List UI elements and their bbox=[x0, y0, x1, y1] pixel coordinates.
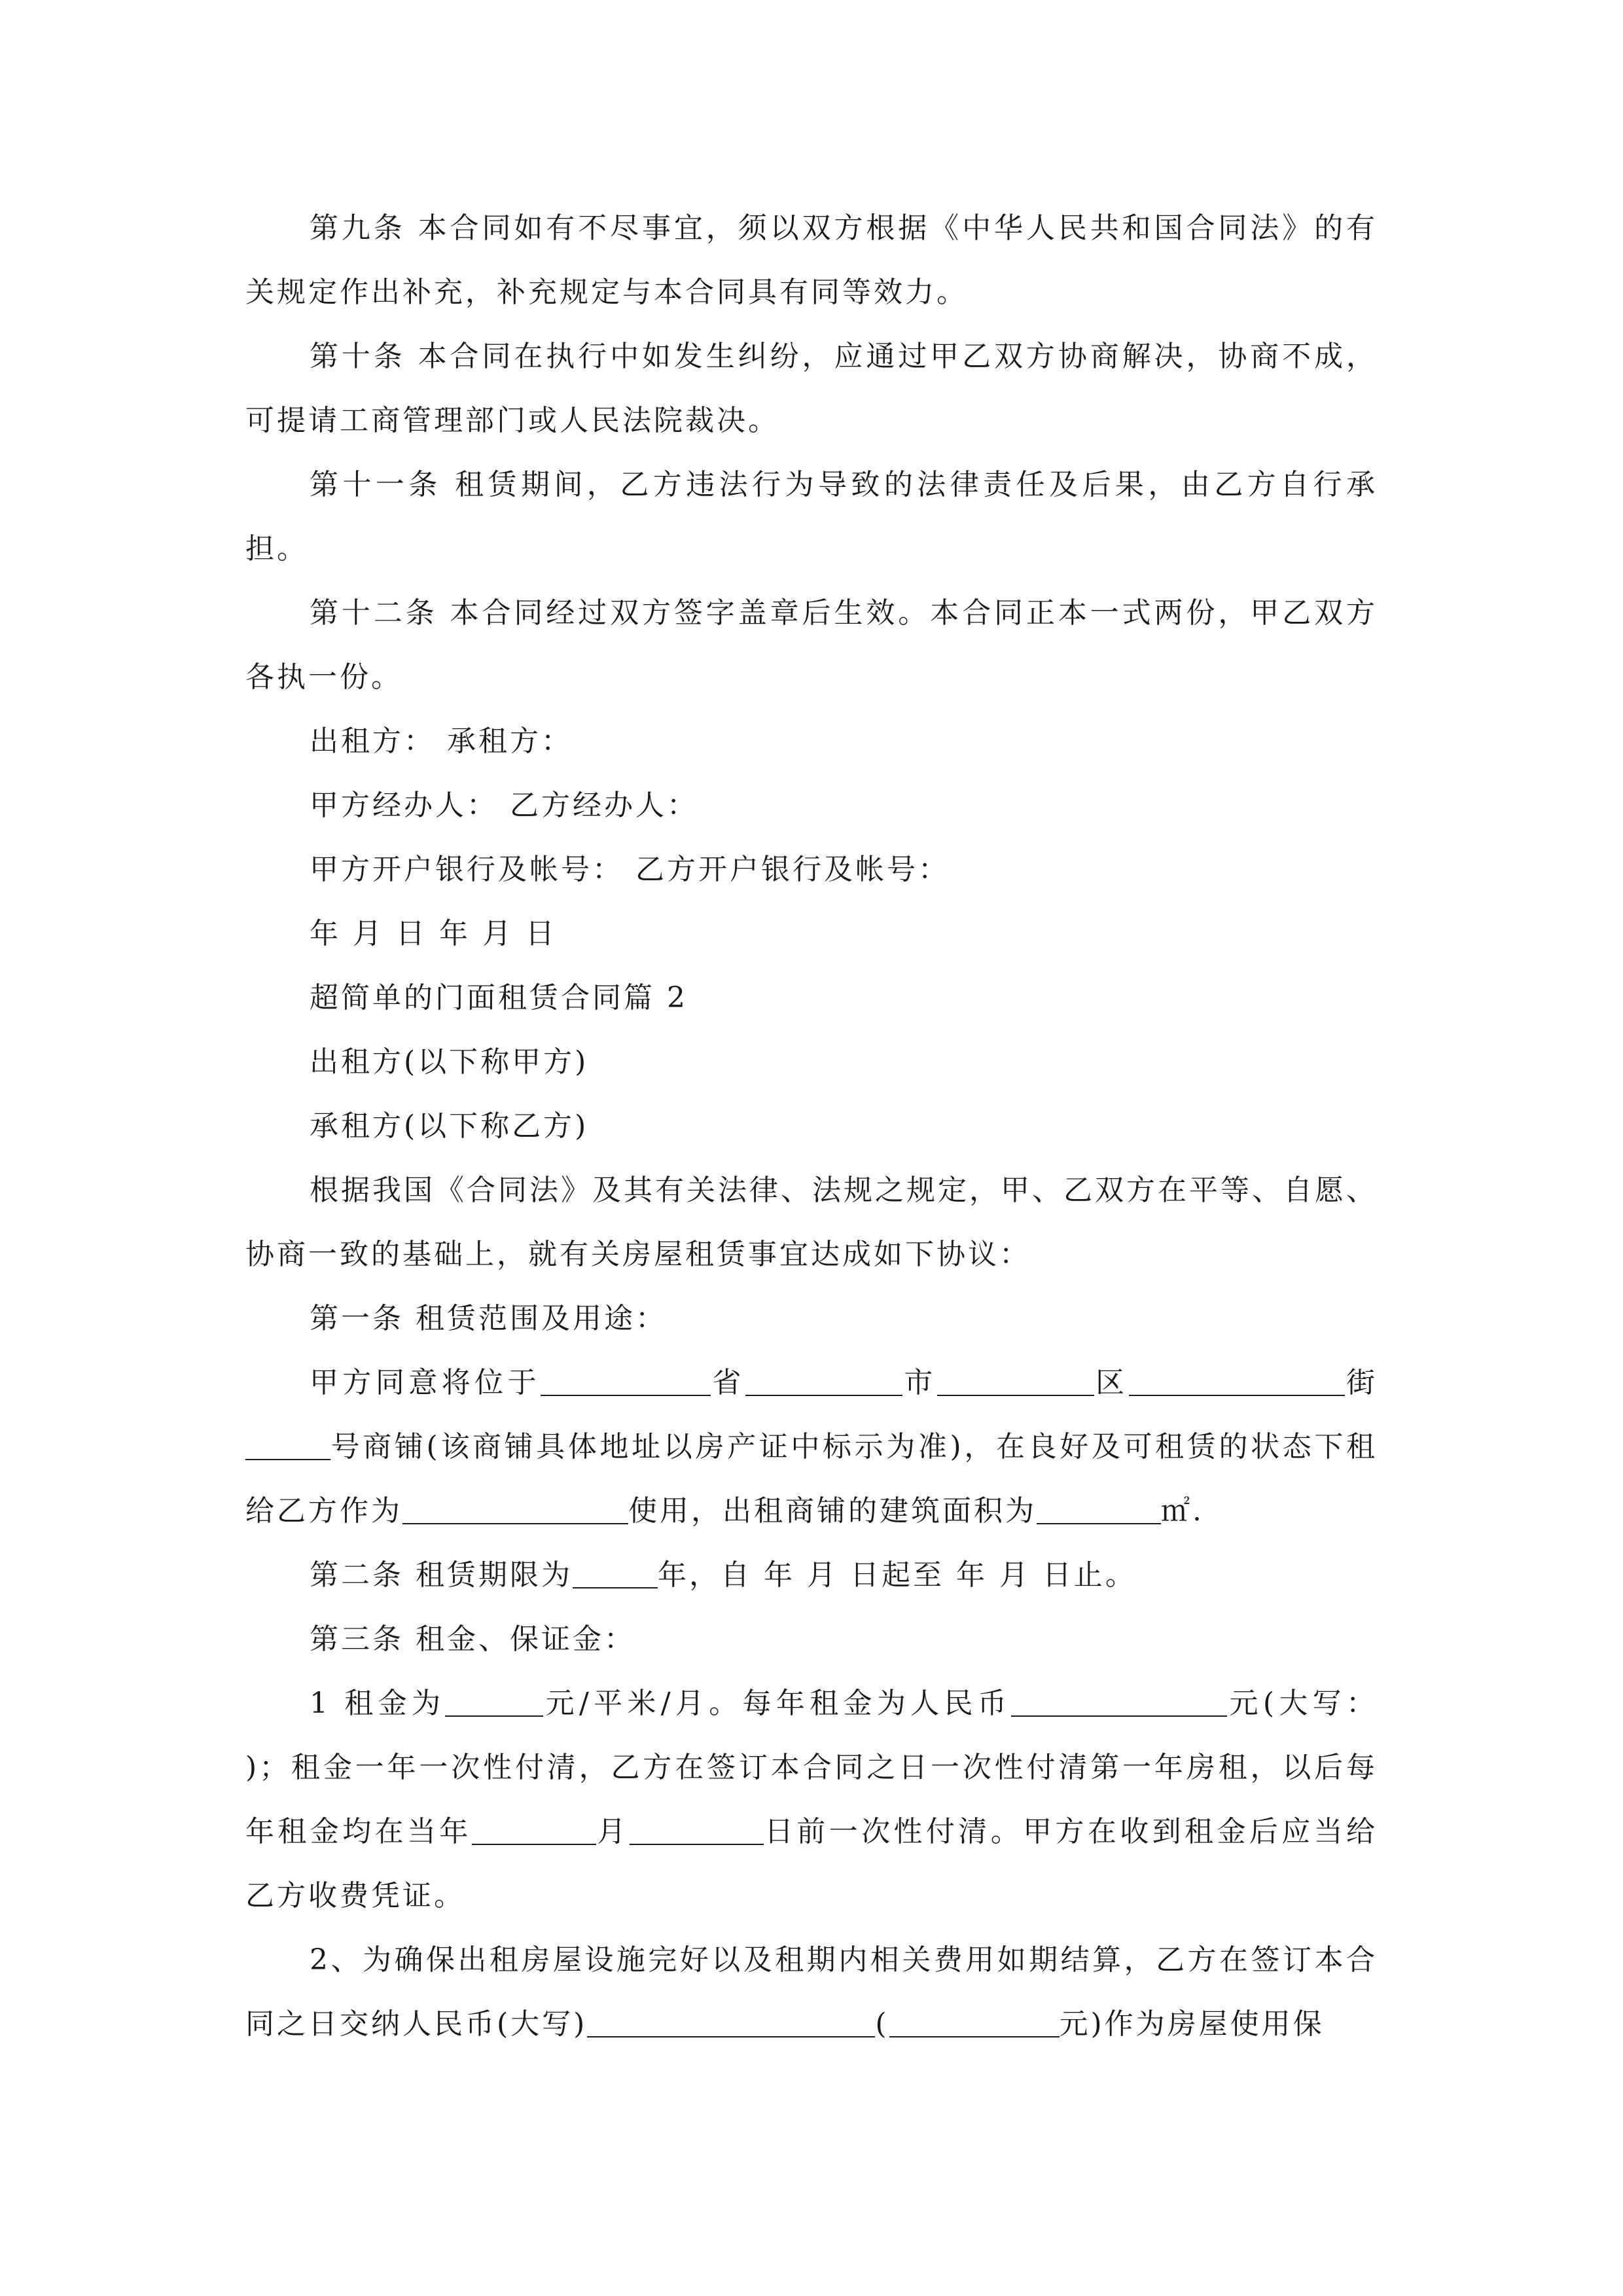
text-segment: 区 bbox=[1094, 1366, 1129, 1399]
lease-years-blank bbox=[573, 1558, 658, 1588]
article-9: 第九条 本合同如有不尽事宜，须以双方根据《中华人民共和国合同法》的有关规定作出补充，补充规定与本合同具有同等效力。 bbox=[245, 211, 1378, 309]
document-body bbox=[245, 196, 1378, 2056]
annual-rent-blank bbox=[1011, 1687, 1227, 1717]
text-segment: 月 bbox=[596, 1815, 630, 1848]
lessee-line: 承租方(以下称乙方) bbox=[310, 1109, 589, 1143]
article-11: 第十一条 租赁期间，乙方违法行为导致的法律责任及后果，由乙方自行承担。 bbox=[245, 468, 1378, 565]
text-segment: 街 bbox=[1344, 1366, 1378, 1399]
rent-per-sqm-blank bbox=[445, 1687, 543, 1717]
text-segment: 2、为确保出租房屋设施完好以及租期内相关费用如期结算，乙方在签订本合同之日交纳人民币(大写) bbox=[245, 1943, 1378, 2041]
article-3-title: 第三条 租金、保证金： bbox=[310, 1623, 635, 1656]
city-blank bbox=[745, 1366, 902, 1396]
contract-2-title: 超简单的门面租赁合同篇 2 bbox=[310, 981, 688, 1014]
text-segment: 日前一次性付清。甲方在收到租金后应当给乙方收费凭证。 bbox=[245, 1815, 1378, 1912]
text-segment: 市 bbox=[902, 1366, 937, 1399]
lessor-line: 出租方(以下称甲方) bbox=[310, 1045, 589, 1079]
deposit-amount-blank bbox=[889, 2007, 1060, 2037]
area-blank bbox=[1037, 1494, 1161, 1524]
signature-agents: 甲方经办人： 乙方经办人： bbox=[310, 789, 698, 822]
pay-month-blank bbox=[472, 1815, 596, 1845]
text-segment: 元(大写： )；租金一年一次性付清，乙方在签订本合同之日一次性付清第一年房租，以后每年租金均在当年 bbox=[245, 1687, 1378, 1848]
text-segment: 1 租金为 bbox=[310, 1687, 446, 1720]
street-blank bbox=[1129, 1366, 1345, 1396]
clause-3-1 bbox=[245, 1672, 1378, 1928]
district-blank bbox=[937, 1366, 1094, 1396]
text-segment: ㎡. bbox=[1161, 1494, 1204, 1528]
article-1-body bbox=[245, 1351, 1378, 1543]
province-blank bbox=[541, 1366, 711, 1396]
text-segment: 元)作为房屋使用保 bbox=[1059, 2007, 1325, 2041]
signature-parties: 出租方： 承租方： bbox=[310, 725, 573, 758]
text-segment: 使用，出租商铺的建筑面积为 bbox=[628, 1494, 1037, 1528]
usage-blank bbox=[402, 1494, 628, 1524]
deposit-words-blank bbox=[587, 2007, 875, 2037]
signature-bank-accounts: 甲方开户银行及帐号： 乙方开户银行及帐号： bbox=[310, 853, 950, 886]
article-1-title: 第一条 租赁范围及用途： bbox=[310, 1302, 667, 1335]
signature-dates: 年 月 日 年 月 日 bbox=[310, 917, 557, 950]
article-12: 第十二条 本合同经过双方签字盖章后生效。本合同正本一式两份，甲乙双方各执一份。 bbox=[245, 596, 1378, 694]
article-2 bbox=[245, 1543, 1378, 1607]
pay-day-blank bbox=[630, 1815, 764, 1845]
text-segment: 年，自 年 月 日起至 年 月 日止。 bbox=[658, 1558, 1137, 1592]
text-segment: 第二条 租赁期限为 bbox=[310, 1558, 573, 1592]
text-segment: 元/平米/月。每年租金为人民币 bbox=[543, 1687, 1012, 1720]
article-10: 第十条 本合同在执行中如发生纠纷，应通过甲乙双方协商解决，协商不成，可提请工商管理部门或人民法院裁决。 bbox=[245, 340, 1378, 437]
preamble: 根据我国《合同法》及其有关法律、法规之规定，甲、乙双方在平等、自愿、协商一致的基础上，就有关房屋租赁事宜达成如下协议： bbox=[245, 1174, 1378, 1271]
text-segment: 号商铺(该商铺具体地址以房产证中标示为准)，在良好及可租赁的状态下租给乙方作为 bbox=[245, 1430, 1378, 1528]
text-segment: 甲方同意将位于 bbox=[310, 1366, 541, 1399]
number-blank bbox=[245, 1430, 330, 1460]
clause-3-2 bbox=[245, 1928, 1378, 2056]
text-segment: ( bbox=[875, 2007, 889, 2041]
text-segment: 省 bbox=[711, 1366, 745, 1399]
